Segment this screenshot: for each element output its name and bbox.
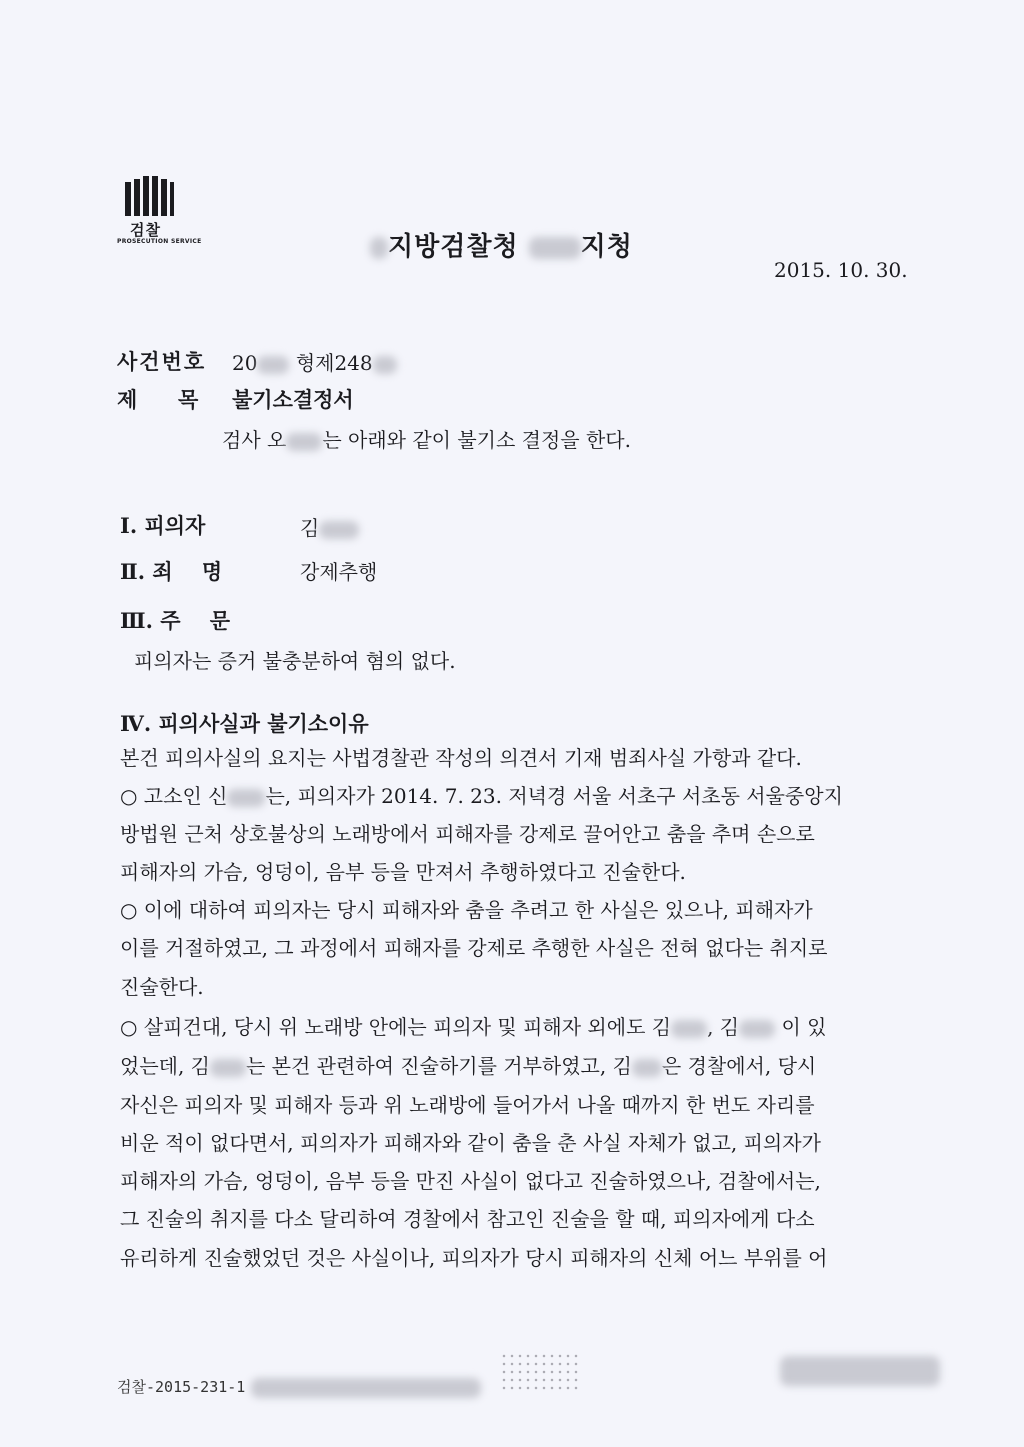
case-number-serial: 형제248 (295, 351, 373, 375)
section-2-label-a: Ⅱ. 죄 (120, 559, 173, 584)
redaction-blur (251, 1378, 481, 1398)
body-line-part: 는 본건 관련하여 진술하기를 거부하였고, 김 (246, 1054, 632, 1078)
redaction-blur (370, 237, 388, 259)
redaction-blur (671, 1020, 707, 1038)
redaction-blur (286, 433, 322, 451)
case-number-label: 사건번호 (117, 349, 207, 374)
body-line: ○ 이에 대하여 피의자는 당시 피해자와 춤을 추려고 한 사실은 있으나, 피해자가 (120, 898, 813, 922)
document-date: 2015. 10. 30. (774, 258, 908, 282)
redaction-blur (739, 1020, 775, 1038)
redaction-blur (227, 789, 265, 807)
body-line-part: 었는데, 김 (120, 1054, 210, 1078)
intro-sentence (222, 424, 631, 453)
office-title (370, 226, 633, 263)
title-label-1: 제 (117, 387, 138, 412)
document-title: 불기소결정서 (232, 387, 354, 412)
section-2-label (120, 556, 222, 586)
redaction-blur (319, 521, 359, 539)
prosecution-emblem-icon (124, 176, 174, 216)
case-number-value (232, 347, 397, 376)
suspect-name (300, 512, 359, 541)
body-line: 본건 피의사실의 요지는 사법경찰관 작성의 의견서 기재 범죄사실 가항과 같다. (120, 746, 802, 770)
body-line (120, 1050, 816, 1079)
charge-value: 강제추행 (300, 560, 378, 584)
dot-matrix-mark (500, 1352, 580, 1392)
redaction-blur (632, 1059, 662, 1077)
body-line: 진술한다. (120, 975, 204, 999)
case-number-year: 20 (232, 351, 258, 375)
section-3-label (120, 605, 230, 635)
logo-english-text: PROSECUTION SERVICE (117, 238, 202, 245)
logo-korean-text: 검찰 (130, 221, 161, 239)
suspect-name-text: 김 (300, 516, 320, 540)
body-line (120, 1011, 826, 1040)
body-line: 자신은 피의자 및 피해자 등과 위 노래방에 들어가서 나올 때까지 한 번도 자리를 (120, 1093, 815, 1117)
body-line: 그 진술의 취지를 다소 달리하여 경찰에서 참고인 진술을 할 때, 피의자에게 다소 (120, 1207, 815, 1231)
intro-prosecutor: 검사 오 (222, 428, 287, 452)
footer-doc-code-text: 검찰-2015-231-1 (117, 1378, 246, 1396)
intro-rest: 는 아래와 같이 불기소 결정을 한다. (322, 428, 631, 452)
redaction-blur (529, 237, 581, 259)
office-title-b: 지청 (580, 232, 633, 262)
section-2-label-b: 명 (201, 559, 223, 584)
redaction-blur (780, 1356, 940, 1386)
title-label-2: 목 (178, 387, 199, 412)
body-line-part: 는, 피의자가 2014. 7. 23. 저녁경 서울 서초구 서초동 서울중앙지 (265, 784, 843, 808)
body-line: 방법원 근처 상호불상의 노래방에서 피해자를 강제로 끌어안고 춤을 추며 손으로 (120, 822, 815, 846)
redaction-blur (210, 1059, 246, 1077)
body-line: 유리하게 진술했었던 것은 사실이나, 피의자가 당시 피해자의 신체 어느 부위를 어 (120, 1246, 828, 1270)
body-line-part: 은 경찰에서, 당시 (661, 1054, 817, 1078)
body-line: 이를 거절하였고, 그 과정에서 피해자를 강제로 추행한 사실은 전혀 없다는 취지로 (120, 936, 828, 960)
body-line-part: 이 있 (781, 1015, 827, 1039)
section-3-label-b: 문 (209, 608, 231, 633)
section-4-label: Ⅳ. 피의사실과 불기소이유 (120, 711, 369, 736)
office-title-a: 지방검찰청 (388, 232, 519, 262)
body-line: 피해자의 가슴, 엉덩이, 음부 등을 만진 사실이 없다고 진술하였으나, 검찰에서는, (120, 1169, 821, 1193)
body-line-part: , 김 (707, 1015, 740, 1039)
body-line: 비운 적이 없다면서, 피의자가 피해자와 같이 춤을 춘 사실 자체가 없고, 피의자가 (120, 1131, 821, 1155)
body-line-part: ○ 고소인 신 (120, 784, 228, 808)
body-line: 피해자의 가슴, 엉덩이, 음부 등을 만져서 추행하였다고 진술한다. (120, 860, 686, 884)
body-line-part: ○ 살피건대, 당시 위 노래방 안에는 피의자 및 피해자 외에도 김 (120, 1015, 672, 1039)
disposition-text: 피의자는 증거 불충분하여 혐의 없다. (134, 649, 456, 673)
footer-doc-code (117, 1376, 481, 1398)
redaction-blur (373, 356, 397, 374)
body-line (120, 780, 843, 809)
section-3-label-a: Ⅲ. 주 (120, 608, 181, 633)
section-1-label: Ⅰ. 피의자 (120, 513, 206, 538)
redaction-blur (257, 356, 289, 374)
